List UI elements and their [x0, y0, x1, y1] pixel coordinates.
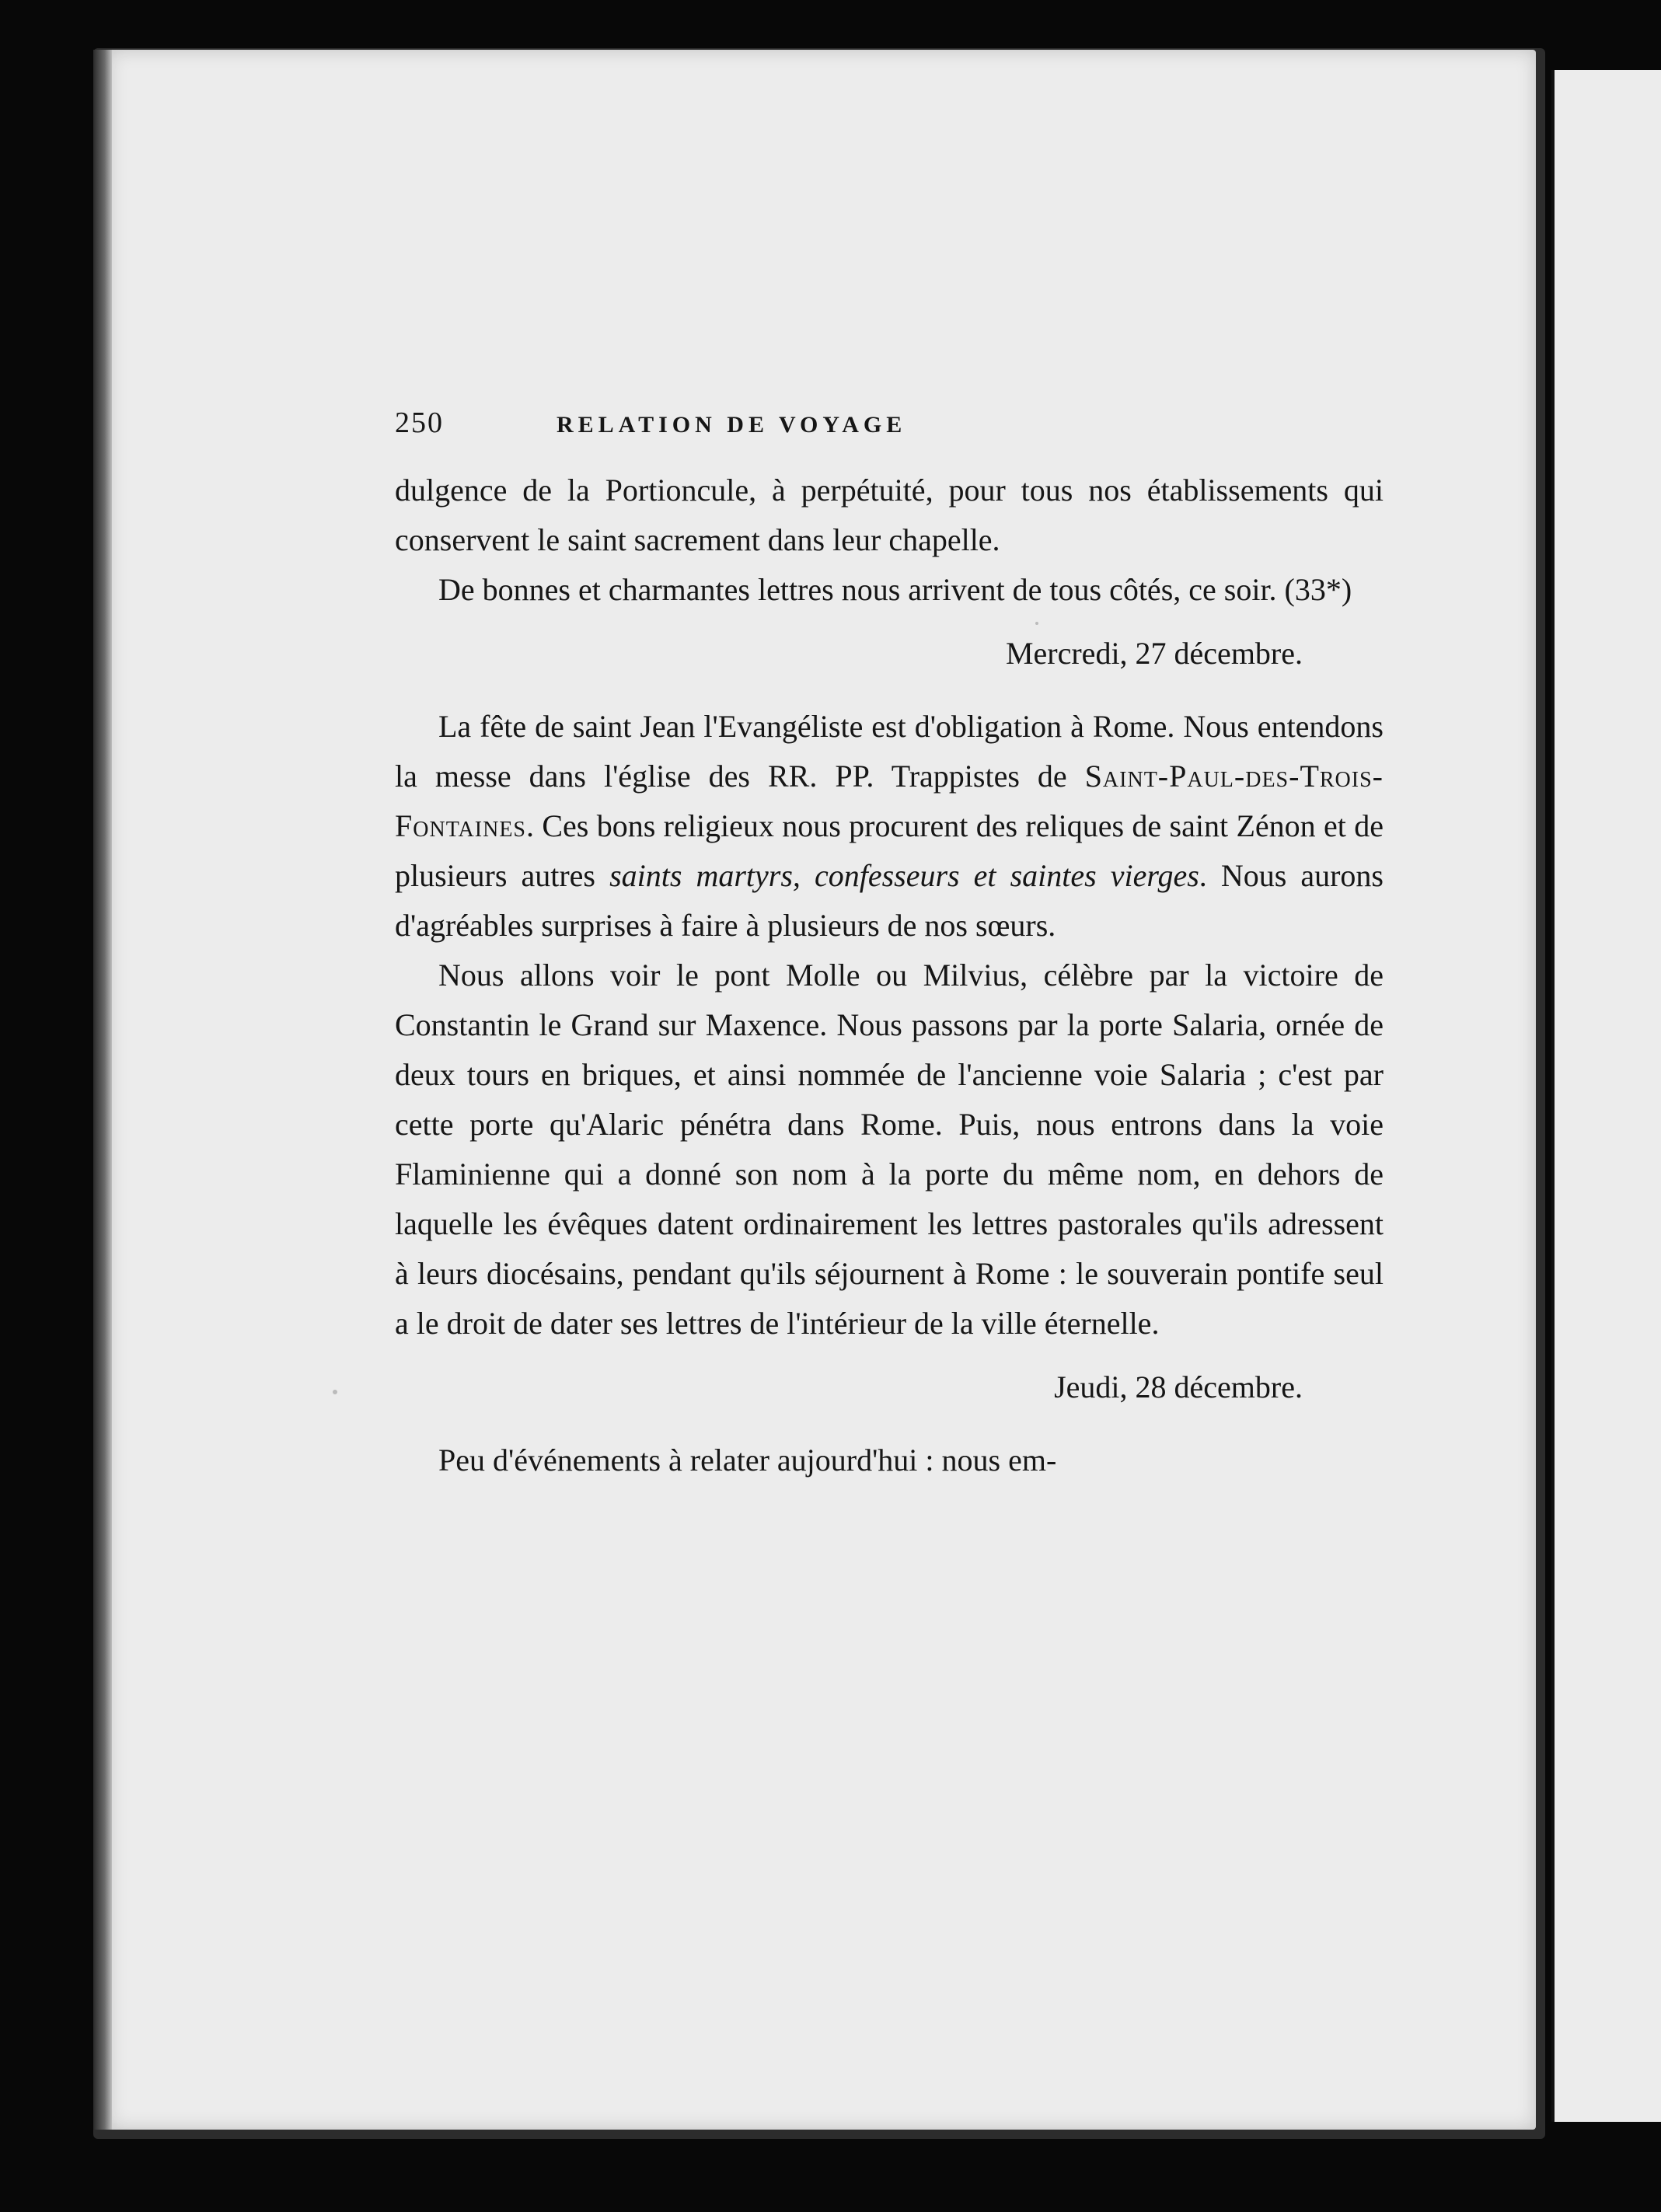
date-heading-thursday: Jeudi, 28 décembre.	[1054, 1369, 1303, 1404]
running-title: RELATION DE VOYAGE	[557, 412, 907, 438]
page-binding-edge	[93, 50, 112, 2130]
paragraph-continued: dulgence de la Portioncule, à perpétuité, pour tous nos établissements qui conservent le saint sacrement dans leur chapelle.	[395, 473, 1384, 557]
paragraph-final: Peu d'événements à relater aujourd'hui : nous em-	[438, 1443, 1057, 1478]
page-header	[395, 398, 1384, 450]
paragraph-saint-jean	[395, 702, 1384, 951]
paragraph-text: . Ces bons religieux nous procurent des reliques de saint Zénon et de plusieurs autres	[395, 808, 1384, 893]
paragraph-letters: De bonnes et charmantes lettres nous arrivent de tous côtés, ce soir. (33*)	[438, 572, 1352, 607]
paragraph-text: . Nous aurons d'agréables surprises à faire à plusieurs de nos sœurs.	[395, 858, 1384, 943]
italic-phrase: saints martyrs, confesseurs et saintes vierges	[609, 858, 1199, 893]
paragraph-text: La fête de saint Jean l'Evangéliste est d'obligation à Rome. Nous entendons la messe dans l'église des RR. PP. Trappistes de	[395, 709, 1384, 794]
adjacent-page-edge	[1551, 70, 1661, 2122]
paper-speck	[333, 1390, 337, 1394]
page-number: 250	[395, 406, 444, 439]
date-heading-wednesday: Mercredi, 27 décembre.	[1005, 636, 1303, 671]
paragraph-pont-molle: Nous allons voir le pont Molle ou Milvius, célèbre par la victoire de Constantin le Grand sur Maxence. Nous passons par la porte Salaria, ornée de deux tours en briques, et ainsi nommée de l'ancienne voie Salaria ; c'est par cette porte qu'Alaric pénétra dans Rome. Puis, nous entrons dans la voie Flaminienne qui a donné son nom à la porte du même nom, en dehors de laquelle les évêques datent ordinairement les lettres pastorales qu'ils adressent à leurs diocésains, pendant qu'ils séjournent à Rome : le souverain pontife seul a le droit de dater ses lettres de l'intérieur de la ville éternelle.	[395, 958, 1384, 1341]
church-name-small-caps: Saint-Paul-des-Trois-Fontaines	[395, 759, 1384, 843]
page-text	[395, 398, 1384, 1485]
